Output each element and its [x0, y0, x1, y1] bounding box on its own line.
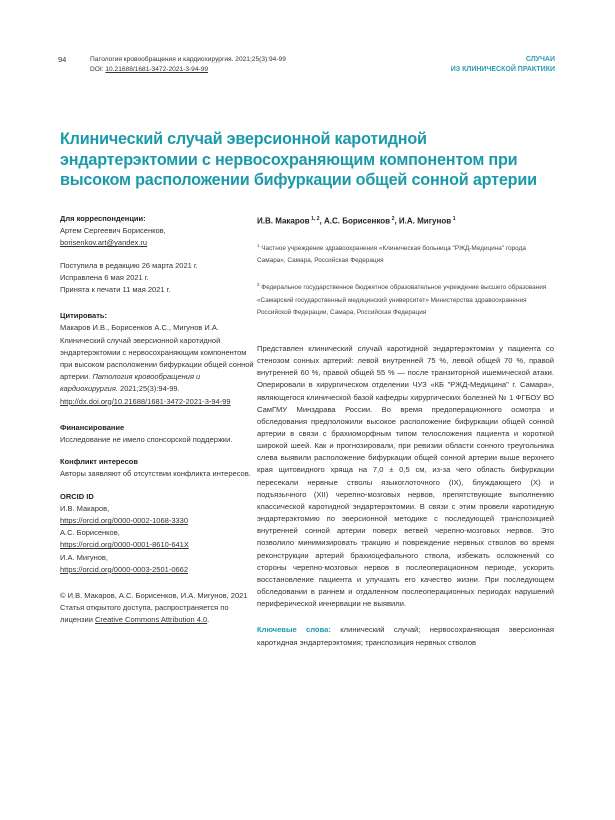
conflict-text: Авторы заявляют об отсутствии конфликта интересов.: [60, 469, 251, 479]
orcid-name: И.В. Макаров,: [60, 503, 110, 513]
affiliation-1: [257, 240, 554, 268]
orcid-name: А.С. Борисенков,: [60, 528, 120, 538]
accepted-date: Принята к печати 11 мая 2021 г.: [60, 285, 171, 295]
affiliation-2: [257, 279, 554, 319]
cite-heading: Цитировать:: [60, 311, 107, 321]
license-end: .: [207, 615, 210, 625]
license-link[interactable]: Creative Commons Attribution 4.0: [95, 615, 208, 625]
keywords: [257, 624, 554, 648]
funding-text: Исследование не имело спонсорской поддержки.: [60, 435, 233, 445]
article-title: Клинический случай эверсионной каротидной эндартерэктомии с нервосохраняющим компонентом при высоком расположении бифуркации общей сонной артерии: [60, 130, 537, 189]
cite-text: [60, 322, 255, 395]
correspondence-email[interactable]: borisenkov.art@yandex.ru: [60, 238, 148, 248]
affiliation-text: Федеральное государственное бюджетное образовательное учреждение высшего образования «Самарский государственный медицинский университет» Министерства здравоохранения Российской Федерации, Самара, Российская Федерация: [257, 284, 547, 316]
affiliation-number: 1: [257, 242, 260, 248]
author-affiliation: 1, 2: [311, 216, 320, 222]
page-number: 94: [58, 55, 67, 64]
orcid-name: И.А. Мигунов,: [60, 552, 108, 562]
keywords-text: клинический случай; нервосохраняющая эверсионная каротидная эндартерэктомия; транспозиция нервных стволов: [257, 625, 554, 647]
orcid-link[interactable]: https://orcid.org/0000-0002-1068-3330: [60, 516, 189, 526]
section-label: [451, 55, 555, 75]
journal-header: [90, 55, 286, 75]
correspondence-name: Артем Сергеевич Борисенков,: [60, 226, 166, 236]
author-separator: ,: [319, 216, 324, 226]
orcid-link[interactable]: https://orcid.org/0000-0003-2501-0662: [60, 564, 189, 574]
license-text: Статья открытого доступа, распространяется по лицензии: [60, 603, 229, 625]
right-column: [257, 213, 554, 649]
journal-citation: Патология кровообращения и кардиохирургия. 2021;25(3):94-99: [90, 56, 286, 63]
section-label-line1: СЛУЧАИ: [525, 56, 555, 63]
author-separator: ,: [394, 216, 399, 226]
copyright: © И.В. Макаров, А.С. Борисенков, И.А. Мигунов, 2021: [60, 591, 248, 601]
revised-date: Исправлена 6 мая 2021 г.: [60, 272, 149, 282]
funding-heading: Финансирование: [60, 422, 125, 432]
doi-link[interactable]: 10.21688/1681-3472-2021-3-94-99: [105, 66, 209, 73]
license: [60, 602, 255, 626]
cite-year: 2021;25(3):94-99.: [120, 384, 180, 394]
authors-line: [257, 213, 554, 228]
author-name: А.С. Борисенков: [323, 216, 391, 226]
cite-url[interactable]: http://dx.doi.org/10.21688/1681-3472-2021-3-94-99: [60, 396, 231, 406]
conflict-heading: Конфликт интересов: [60, 457, 138, 467]
orcid-heading: ORCID ID: [60, 491, 94, 501]
cite-journal: Патология кровообращения и кардиохирургия.: [60, 372, 201, 394]
keywords-label: Ключевые слова:: [257, 625, 331, 635]
left-column: [60, 213, 255, 627]
author-affiliation: 1: [452, 216, 456, 222]
affiliation-text: Частное учреждение здравоохранения «Клиническая больница "РЖД-Медицина" города Самара», Самара, Российская Федерация: [257, 244, 526, 264]
doi-line: [90, 65, 286, 75]
section-label-line2: ИЗ КЛИНИЧЕСКОЙ ПРАКТИКИ: [450, 66, 555, 73]
abstract: Представлен клинический случай каротидной эндартерэктомии у пациента со стенозом сонных артерий: левой внутренней 75 %, левой общей 70 %, правой внутренней 60 %, правой общей 55 % — после транзиторной ишемической атаки. Оперировали в хирургическом отделении ЧУЗ «КБ "РЖД-Медицина" г. Самара», являющегося клинической базой кафедры хирургических болезней № 1 ФГБОУ ВО СамГМУ Минздрава России. Во время предоперационного осмотра и обследования предположили высокое расположение бифуркации общей сонной артерии в связи с брахиоморфным типом телосложения пациента и короткой широкой шеей. Как и прогнозировали, при ревизии области сонного треугольника слева выявили расположение бифуркации общей сонной артерии выше верхнего края щитовидного хряща на 7,0 ± 0,5 см, из-за чего область бифуркации пересекали нервные стволы языкоглоточного (IX), блуждающего (X) и подъязычного (XII) черепно-мозговых нервов, препятствующие выполнению классической каротидной эндартерэктомии. В связи с этим провели каротидную эндартерэктомию по эверсионной методике с последующей транспозицией внутренней сонной артерии поверх ветвей черепно-мозговых нервов. Это позволило минимизировать тракцию и повреждение нервных стволов во время реконструкции артерий брахиоцефального ствола, избежать осложнений со стороны черепно-мозговых нервов в послеоперационном периоде, ускорить восстановление пациента и улучшить его качество жизни. При последующем обследовании в раннем и отдаленном послеоперационных периодах нарушений периферической иннервации не выявили.: [257, 343, 554, 609]
orcid-link[interactable]: https://orcid.org/0000-0001-8610-641X: [60, 540, 189, 550]
received-date: Поступила в редакцию 26 марта 2021 г.: [60, 260, 198, 270]
author-name: И.А. Мигунов: [398, 216, 452, 226]
affiliation-number: 2: [257, 282, 260, 288]
correspondence-heading: Для корреспонденции:: [60, 214, 146, 223]
cite-authors-title: Макаров И.В., Борисенков А.С., Мигунов И.А. Клинический случай эверсионной каротидной эндартерэктомии с нервосохраняющим компонентом при высоком расположении бифуркации общей сонной артерии.: [60, 323, 254, 382]
author-name: И.В. Макаров: [257, 216, 310, 226]
doi-prefix: DOI:: [90, 66, 106, 73]
author-affiliation: 2: [391, 216, 395, 222]
